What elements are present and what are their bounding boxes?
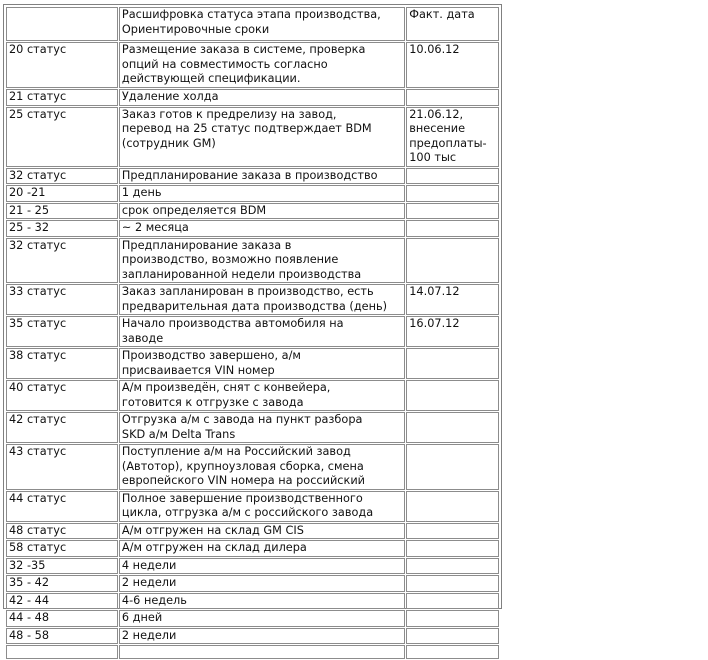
actual-date-cell — [406, 412, 499, 443]
table-row — [6, 238, 499, 284]
status-cell — [6, 645, 118, 659]
actual-date-cell — [406, 610, 499, 627]
description-cell: Предпланирование заказа в производство, возможно появление запланированной недели производства — [119, 238, 405, 284]
description-cell: Производство завершено, а/м присваивается VIN номер — [119, 348, 405, 379]
status-cell: 25 - 32 — [6, 220, 118, 237]
table-row — [6, 523, 499, 540]
description-cell: 4-6 недель — [119, 593, 405, 610]
table-row — [6, 89, 499, 106]
description-cell: 1 день — [119, 185, 405, 202]
table-row — [6, 42, 499, 88]
header-cell-description: Расшифровка статуса этапа производства, Ориентировочные сроки — [119, 7, 405, 41]
actual-date-cell — [406, 380, 499, 411]
description-cell: А/м отгружен на склад дилера — [119, 540, 405, 557]
status-cell: 44 - 48 — [6, 610, 118, 627]
description-cell: ~ 2 месяца — [119, 220, 405, 237]
table-row — [6, 220, 499, 237]
actual-date-cell: 14.07.12 — [406, 284, 499, 315]
actual-date-cell: 10.06.12 — [406, 42, 499, 88]
description-cell: Размещение заказа в системе, проверка опций на совместимость согласно действующей спецификации. — [119, 42, 405, 88]
status-cell: 32 статус — [6, 238, 118, 284]
actual-date-cell — [406, 348, 499, 379]
description-cell: 2 недели — [119, 628, 405, 645]
header-cell-status — [6, 7, 118, 41]
actual-date-cell: 21.06.12, внесение предоплаты- 100 тыс — [406, 107, 499, 167]
description-cell: Заказ готов к предрелизу на завод, перевод на 25 статус подтверждает BDM (сотрудник GM) — [119, 107, 405, 167]
table-row — [6, 540, 499, 557]
status-cell: 20 статус — [6, 42, 118, 88]
status-cell: 42 статус — [6, 412, 118, 443]
status-cell: 32 статус — [6, 168, 118, 185]
status-cell: 21 статус — [6, 89, 118, 106]
actual-date-cell — [406, 575, 499, 592]
description-cell: Поступление а/м на Российский завод (Автотор), крупноузловая сборка, смена европейского VIN номера на российский — [119, 444, 405, 490]
status-cell: 21 - 25 — [6, 203, 118, 220]
status-cell: 43 статус — [6, 444, 118, 490]
table-row — [6, 348, 499, 379]
status-cell: 44 статус — [6, 491, 118, 522]
description-cell: 6 дней — [119, 610, 405, 627]
actual-date-cell — [406, 444, 499, 490]
table-row — [6, 444, 499, 490]
actual-date-cell — [406, 168, 499, 185]
description-cell: Заказ запланирован в производство, есть предварительная дата производства (день) — [119, 284, 405, 315]
description-cell: Отгрузка а/м с завода на пункт разбора SKD а/м Delta Trans — [119, 412, 405, 443]
actual-date-cell: 16.07.12 — [406, 316, 499, 347]
table-row — [6, 610, 499, 627]
status-table-frame — [3, 4, 502, 642]
table-row — [6, 491, 499, 522]
status-cell: 35 - 42 — [6, 575, 118, 592]
description-cell: Начало производства автомобиля на заводе — [119, 316, 405, 347]
table-row — [6, 380, 499, 411]
status-cell: 42 - 44 — [6, 593, 118, 610]
actual-date-cell — [406, 89, 499, 106]
table-row — [6, 185, 499, 202]
table-row — [6, 628, 499, 645]
actual-date-cell — [406, 523, 499, 540]
table-row — [6, 412, 499, 443]
description-cell: 4 недели — [119, 558, 405, 575]
status-cell: 33 статус — [6, 284, 118, 315]
production-status-table — [5, 6, 500, 660]
actual-date-cell — [406, 203, 499, 220]
status-cell: 35 статус — [6, 316, 118, 347]
table-row — [6, 645, 499, 659]
description-cell: Предпланирование заказа в производство — [119, 168, 405, 185]
description-cell: срок определяется BDM — [119, 203, 405, 220]
table-body — [6, 7, 499, 659]
actual-date-cell — [406, 593, 499, 610]
actual-date-cell — [406, 220, 499, 237]
description-cell: А/м произведён, снят с конвейера, готовится к отгрузке с завода — [119, 380, 405, 411]
status-cell: 25 статус — [6, 107, 118, 167]
table-row — [6, 168, 499, 185]
status-cell: 32 -35 — [6, 558, 118, 575]
table-row — [6, 593, 499, 610]
status-cell: 58 статус — [6, 540, 118, 557]
actual-date-cell — [406, 540, 499, 557]
table-row — [6, 316, 499, 347]
table-row — [6, 575, 499, 592]
table-header-row — [6, 7, 499, 41]
description-cell: А/м отгружен на склад GM CIS — [119, 523, 405, 540]
header-cell-actual-date: Факт. дата — [406, 7, 499, 41]
table-row — [6, 107, 499, 167]
description-cell — [119, 645, 405, 659]
status-cell: 48 - 58 — [6, 628, 118, 645]
status-cell: 20 -21 — [6, 185, 118, 202]
status-cell: 48 статус — [6, 523, 118, 540]
table-row — [6, 284, 499, 315]
actual-date-cell — [406, 628, 499, 645]
actual-date-cell — [406, 558, 499, 575]
description-cell: 2 недели — [119, 575, 405, 592]
table-row — [6, 203, 499, 220]
description-cell: Полное завершение производственного цикла, отгрузка а/м с российского завода — [119, 491, 405, 522]
status-cell: 38 статус — [6, 348, 118, 379]
actual-date-cell — [406, 238, 499, 284]
actual-date-cell — [406, 491, 499, 522]
actual-date-cell — [406, 645, 499, 659]
actual-date-cell — [406, 185, 499, 202]
description-cell: Удаление холда — [119, 89, 405, 106]
table-row — [6, 558, 499, 575]
status-cell: 40 статус — [6, 380, 118, 411]
